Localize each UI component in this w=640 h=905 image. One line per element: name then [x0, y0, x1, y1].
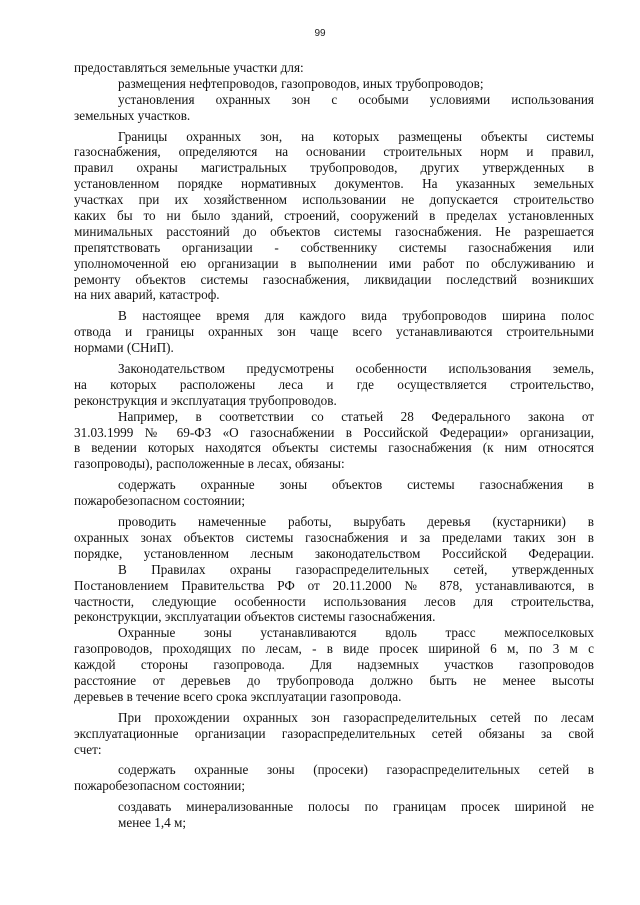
- text-line: на них аварий, катастроф.: [74, 287, 220, 303]
- text-line: 31.03.1999 № 69-ФЗ «О газоснабжении в Российской Федерации» организации,: [74, 424, 594, 440]
- text-line: предоставляться земельные участки для:: [74, 60, 304, 75]
- text-line: газопроводы), расположенные в лесах, обязаны:: [74, 456, 345, 472]
- text-line: установленном порядке нормативных документов. На указанных земельных: [74, 176, 594, 192]
- text-line: препятствовать организации - собственнику системы газоснабжения или: [74, 239, 594, 255]
- text-line: менее 1,4 м;: [118, 815, 187, 831]
- text-line: охранных зонах объектов системы газоснабжения и за пределами таких зон в: [74, 529, 594, 545]
- text-line: эксплуатационные организации газораспределительных сетей обязаны за свой: [74, 725, 594, 741]
- text-line: содержать охранные зоны объектов системы газоснабжения в: [118, 477, 594, 493]
- text-line: нормами (СНиП).: [74, 340, 174, 356]
- text-line: создавать минерализованные полосы по границам просек шириной не: [118, 799, 594, 815]
- text-line: В Правилах охраны газораспределительных сетей, утвержденных: [118, 561, 594, 577]
- text-line: земельных участков.: [74, 107, 191, 123]
- text-line: ремонту объектов системы газоснабжения, ликвидации последствий возникших: [74, 271, 594, 287]
- text-line: отвода и границы охранных зон чаще всего устанавливаются строительными: [74, 324, 594, 340]
- text-line: Например, в соответствии со статьей 28 Федерального закона от: [118, 408, 594, 424]
- text-line: каких бы то ни было зданий, строений, сооружений в пределах установленных: [74, 208, 594, 224]
- text-line: В настоящее время для каждого вида трубопроводов ширина полос: [118, 308, 594, 324]
- text-line: расстояние от деревьев до трубопровода должно быть не менее высоты: [74, 672, 594, 688]
- text-line: счет:: [74, 741, 102, 757]
- text-line: содержать охранные зоны (просеки) газораспределительных сетей в: [118, 762, 594, 778]
- text-line: в ведении которых находятся объекты системы газоснабжения (к ним относятся: [74, 440, 594, 456]
- text-line: газоснабжения, определяются на основании строительных норм и правил,: [74, 144, 594, 160]
- text-line: газопроводов, проходящих по лесам, - в виде просек шириной 6 м, по 3 м с: [74, 641, 594, 657]
- text-line: каждой стороны газопровода. Для надземных участков газопроводов: [74, 657, 594, 673]
- text-line: частности, следующие особенности использования лесов для строительства,: [74, 593, 594, 609]
- text-line: Охранные зоны устанавливаются вдоль трасс межпоселковых: [118, 625, 594, 641]
- text-line: на которых расположены леса и где осуществляется строительство,: [74, 376, 594, 392]
- text-line: пожаробезопасном состоянии;: [74, 778, 246, 794]
- text-line: Законодательством предусмотрены особенности использования земель,: [118, 361, 594, 377]
- text-line: порядке, установленном лесным законодательством Российской Федерации.: [74, 545, 594, 561]
- text-line: установления охранных зон с особыми условиями использования: [118, 91, 594, 107]
- text-line: уполномоченной ею организации в выполнении ими работ по обслуживанию и: [74, 255, 594, 271]
- page-number: 99: [314, 28, 326, 39]
- text-line: размещения нефтепроводов, газопроводов, иных трубопроводов;: [118, 75, 484, 91]
- body-text: [74, 60, 594, 831]
- text-line: деревьев в течение всего срока эксплуатации газопровода.: [74, 688, 402, 704]
- text-line: пожаробезопасном состоянии;: [74, 493, 246, 509]
- text-line: Постановлением Правительства РФ от 20.11.2000 № 878, устанавливаются, в: [74, 577, 594, 593]
- text-line: минимальных расстояний до объектов системы газоснабжения. Не разрешается: [74, 223, 594, 239]
- text-line: При прохождении охранных зон газораспределительных сетей по лесам: [118, 709, 594, 725]
- text-line: реконструкции, эксплуатации объектов системы газоснабжения.: [74, 609, 436, 625]
- text-line: реконструкция и эксплуатация трубопроводов.: [74, 392, 337, 408]
- text-line: Границы охранных зон, на которых размещены объекты системы: [118, 128, 594, 144]
- text-line: участках при их хозяйственном использовании не допускается строительство: [74, 192, 594, 208]
- text-line: правил охраны магистральных трубопроводов, других утвержденных в: [74, 160, 594, 176]
- text-line: проводить намеченные работы, вырубать деревья (кустарники) в: [118, 514, 594, 530]
